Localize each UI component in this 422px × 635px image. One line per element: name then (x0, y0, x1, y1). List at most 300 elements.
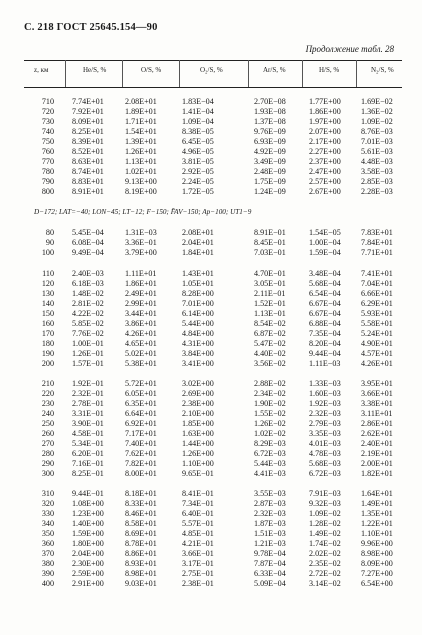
table-row (24, 569, 402, 579)
altitude-cell: 230 (41, 399, 54, 408)
table-row (24, 147, 402, 157)
altitude-cell: 170 (41, 329, 54, 338)
h-cell: 2.02E−02 (309, 549, 341, 558)
h-cell: 1.77E+00 (309, 97, 341, 106)
n2-cell: 3.66E+01 (361, 389, 393, 398)
o2-cell: 2.38E+00 (182, 399, 214, 408)
o2-cell: 3.02E+00 (182, 379, 214, 388)
table-row (24, 359, 402, 369)
table-row (24, 329, 402, 339)
altitude-cell: 770 (41, 157, 54, 166)
o2-cell: 3.81E−05 (182, 157, 214, 166)
table-row (24, 459, 402, 469)
h-cell: 9.32E−03 (309, 499, 341, 508)
ar-cell: 8.45E−01 (254, 238, 286, 247)
n2-cell: 1.82E+01 (361, 469, 393, 478)
table-row (24, 579, 402, 589)
ar-cell: 1.21E−03 (254, 539, 286, 548)
he-cell: 1.57E−01 (72, 359, 104, 368)
he-cell: 8.39E+01 (72, 137, 104, 146)
ar-cell: 1.87E−03 (254, 519, 286, 528)
n2-cell: 1.10E+01 (361, 529, 393, 538)
n2-cell: 7.01E−03 (361, 137, 393, 146)
h-cell: 1.54E−05 (309, 228, 341, 237)
n2-cell: 9.96E+00 (361, 539, 393, 548)
he-cell: 1.40E+00 (72, 519, 104, 528)
o-cell: 1.31E−03 (125, 228, 157, 237)
he-cell: 1.23E+00 (72, 509, 104, 518)
altitude-cell: 140 (41, 299, 54, 308)
altitude-cell: 320 (41, 499, 54, 508)
n2-cell: 1.64E+01 (361, 489, 393, 498)
h-cell: 3.35E−03 (309, 429, 341, 438)
n2-cell: 2.00E+01 (361, 459, 393, 468)
n2-cell: 1.09E−02 (361, 117, 393, 126)
table-header-rule (24, 87, 402, 88)
o2-cell: 8.28E+00 (182, 289, 214, 298)
o-cell: 2.99E+01 (125, 299, 157, 308)
o-cell: 4.65E+01 (125, 339, 157, 348)
o-cell: 6.35E+01 (125, 399, 157, 408)
n2-cell: 7.83E+01 (361, 228, 393, 237)
o-cell: 1.89E+01 (125, 107, 157, 116)
table-row (24, 279, 402, 289)
n2-cell: 3.11E+01 (361, 409, 393, 418)
o2-cell: 4.96E−05 (182, 147, 214, 156)
o-cell: 8.93E+01 (125, 559, 157, 568)
ar-cell: 2.11E−01 (254, 289, 286, 298)
o-cell: 3.44E+01 (125, 309, 157, 318)
he-cell: 8.74E+01 (72, 167, 104, 176)
ar-cell: 6.33E−04 (254, 569, 286, 578)
ar-cell: 1.51E−03 (254, 529, 286, 538)
table-row (24, 399, 402, 409)
altitude-cell: 730 (41, 117, 54, 126)
o2-cell: 2.24E−05 (182, 177, 214, 186)
o2-cell: 9.65E−01 (182, 469, 214, 478)
h-cell: 1.74E−02 (309, 539, 341, 548)
he-cell: 8.83E+01 (72, 177, 104, 186)
altitude-cell: 740 (41, 127, 54, 136)
h-cell: 6.67E−04 (309, 309, 341, 318)
he-cell: 8.25E+01 (72, 127, 104, 136)
h-cell: 6.54E−04 (309, 289, 341, 298)
n2-cell: 1.69E−02 (361, 97, 393, 106)
table-row (24, 469, 402, 479)
column-header-o: O/S, % (141, 66, 162, 74)
o2-cell: 2.75E−01 (182, 569, 214, 578)
ar-cell: 4.40E−02 (254, 349, 286, 358)
ar-cell: 3.49E−09 (254, 157, 286, 166)
he-cell: 2.91E+00 (72, 579, 104, 588)
n2-cell: 7.41E+01 (361, 269, 393, 278)
o2-cell: 4.85E−01 (182, 529, 214, 538)
ar-cell: 5.09E−04 (254, 579, 286, 588)
table-block-1 (24, 97, 402, 197)
altitude-cell: 90 (45, 238, 54, 247)
h-cell: 7.35E−04 (309, 329, 341, 338)
n2-cell: 2.86E+01 (361, 419, 393, 428)
o2-cell: 7.01E+00 (182, 299, 214, 308)
altitude-cell: 110 (42, 269, 54, 278)
altitude-cell: 260 (41, 429, 54, 438)
n2-cell: 2.85E−03 (361, 177, 393, 186)
h-cell: 2.72E−02 (309, 569, 341, 578)
table-row (24, 529, 402, 539)
altitude-cell: 290 (41, 459, 54, 468)
h-cell: 1.86E+00 (309, 107, 341, 116)
h-cell: 1.11E−03 (309, 359, 341, 368)
table-block-2-group-4 (24, 489, 402, 589)
ar-cell: 7.87E−04 (254, 559, 286, 568)
h-cell: 1.33E−03 (309, 379, 341, 388)
h-cell: 4.01E−03 (309, 439, 341, 448)
n2-cell: 6.29E+01 (361, 299, 393, 308)
n2-cell: 2.28E−03 (361, 187, 393, 196)
o-cell: 8.78E+01 (125, 539, 157, 548)
h-cell: 1.97E+00 (309, 117, 341, 126)
altitude-cell: 280 (41, 449, 54, 458)
he-cell: 3.90E−01 (72, 419, 104, 428)
he-cell: 7.74E+01 (72, 97, 104, 106)
o2-cell: 2.08E+01 (182, 228, 214, 237)
o-cell: 3.79E+00 (125, 248, 157, 257)
n2-cell: 3.95E+01 (361, 379, 393, 388)
table-row (24, 349, 402, 359)
n2-cell: 4.90E+01 (361, 339, 393, 348)
table-row (24, 489, 402, 499)
o2-cell: 2.69E+00 (182, 389, 214, 398)
table-row (24, 127, 402, 137)
o-cell: 7.82E+01 (125, 459, 157, 468)
o-cell: 7.40E+01 (125, 439, 157, 448)
o2-cell: 5.57E−01 (182, 519, 214, 528)
o-cell: 8.46E+01 (125, 509, 157, 518)
he-cell: 6.20E−01 (72, 449, 104, 458)
o-cell: 5.38E+01 (125, 359, 157, 368)
o-cell: 8.98E+01 (125, 569, 157, 578)
he-cell: 2.81E−02 (72, 299, 104, 308)
o-cell: 8.19E+00 (125, 187, 157, 196)
n2-cell: 3.38E+01 (361, 399, 393, 408)
h-cell: 9.44E−04 (309, 349, 341, 358)
o2-cell: 4.21E−01 (182, 539, 214, 548)
o2-cell: 1.63E+00 (182, 429, 214, 438)
column-header-n2: N₂/S, % (371, 66, 394, 74)
altitude-cell: 300 (41, 469, 54, 478)
he-cell: 8.09E+01 (72, 117, 104, 126)
table-row (24, 157, 402, 167)
column-header-altitude: z, км (34, 66, 49, 74)
he-cell: 7.16E−01 (72, 459, 104, 468)
he-cell: 2.40E−03 (72, 269, 104, 278)
altitude-cell: 240 (41, 409, 54, 418)
o-cell: 9.13E+00 (125, 177, 157, 186)
altitude-cell: 360 (41, 539, 54, 548)
o-cell: 6.64E+01 (125, 409, 157, 418)
altitude-cell: 270 (41, 439, 54, 448)
ar-cell: 1.24E−09 (254, 187, 286, 196)
h-cell: 2.57E+00 (309, 177, 341, 186)
altitude-cell: 380 (41, 559, 54, 568)
he-cell: 1.59E+00 (72, 529, 104, 538)
o2-cell: 2.38E−01 (182, 579, 214, 588)
he-cell: 7.76E−02 (72, 329, 104, 338)
n2-cell: 5.24E+01 (361, 329, 393, 338)
o-cell: 5.02E+01 (125, 349, 157, 358)
he-cell: 1.08E+00 (72, 499, 104, 508)
o2-cell: 8.41E−01 (182, 489, 214, 498)
ar-cell: 6.72E−03 (254, 449, 286, 458)
ar-cell: 2.34E−02 (254, 389, 286, 398)
h-cell: 4.78E−03 (309, 449, 341, 458)
h-cell: 6.88E−04 (309, 319, 341, 328)
table-row (24, 269, 402, 279)
he-cell: 3.31E−01 (72, 409, 104, 418)
n2-cell: 1.35E+01 (361, 509, 393, 518)
o2-cell: 1.41E−04 (182, 107, 214, 116)
table-row (24, 309, 402, 319)
block-conditions-label: D−172; LAT=−40; LON−45; LT−12; F−150; F̄AV−150; Ap−100; UT1−9 (34, 208, 252, 216)
table-row (24, 429, 402, 439)
ar-cell: 8.29E−03 (254, 439, 286, 448)
h-cell: 2.37E+00 (309, 157, 341, 166)
o-cell: 3.86E+01 (125, 319, 157, 328)
ar-cell: 1.75E−09 (254, 177, 286, 186)
table-row (24, 167, 402, 177)
table-top-rule (24, 60, 402, 61)
h-cell: 7.91E−03 (309, 489, 341, 498)
he-cell: 8.91E+01 (72, 187, 104, 196)
altitude-cell: 210 (41, 379, 54, 388)
h-cell: 2.07E+00 (309, 127, 341, 136)
ar-cell: 2.88E−02 (254, 379, 286, 388)
o-cell: 6.92E+01 (125, 419, 157, 428)
n2-cell: 5.61E−03 (361, 147, 393, 156)
o2-cell: 1.43E+01 (182, 269, 214, 278)
ar-cell: 3.55E−03 (254, 489, 286, 498)
o2-cell: 1.84E+01 (182, 248, 214, 257)
n2-cell: 2.19E+01 (361, 449, 393, 458)
table-row (24, 379, 402, 389)
table-row (24, 339, 402, 349)
ar-cell: 1.26E−02 (254, 419, 286, 428)
n2-cell: 7.84E+01 (361, 238, 393, 247)
altitude-cell: 720 (41, 107, 54, 116)
he-cell: 8.52E+01 (72, 147, 104, 156)
header-column-separator (356, 60, 357, 87)
o2-cell: 1.10E+00 (182, 459, 214, 468)
he-cell: 6.18E−03 (72, 279, 104, 288)
table-row (24, 549, 402, 559)
ar-cell: 3.05E−01 (254, 279, 286, 288)
table-block-2-group-3 (24, 379, 402, 479)
o2-cell: 2.10E+00 (182, 409, 214, 418)
n2-cell: 4.57E+01 (361, 349, 393, 358)
o-cell: 3.36E−01 (125, 238, 157, 247)
n2-cell: 7.04E+01 (361, 279, 393, 288)
o-cell: 8.69E+01 (125, 529, 157, 538)
o2-cell: 3.41E+00 (182, 359, 214, 368)
o2-cell: 8.38E−05 (182, 127, 214, 136)
table-row (24, 439, 402, 449)
ar-cell: 1.55E−02 (254, 409, 286, 418)
o-cell: 1.13E+01 (125, 157, 157, 166)
header-column-separator (179, 60, 180, 87)
table-continuation-label: Продолжение табл. 28 (305, 44, 394, 54)
table-row (24, 228, 402, 238)
h-cell: 2.35E−02 (309, 559, 341, 568)
table-row (24, 559, 402, 569)
o2-cell: 4.31E+00 (182, 339, 214, 348)
column-header-ar: Ar/S, % (263, 66, 286, 74)
o-cell: 8.86E+01 (125, 549, 157, 558)
altitude-cell: 180 (41, 339, 54, 348)
he-cell: 9.49E−04 (72, 248, 104, 257)
o-cell: 1.86E+01 (125, 279, 157, 288)
altitude-cell: 340 (41, 519, 54, 528)
ar-cell: 1.90E−02 (254, 399, 286, 408)
o-cell: 6.05E+01 (125, 389, 157, 398)
altitude-cell: 800 (41, 187, 54, 196)
he-cell: 1.00E−01 (72, 339, 104, 348)
o2-cell: 7.34E−01 (182, 499, 214, 508)
he-cell: 1.92E−01 (72, 379, 104, 388)
n2-cell: 2.40E+01 (361, 439, 393, 448)
o-cell: 1.26E+01 (125, 147, 157, 156)
o2-cell: 6.40E−01 (182, 509, 214, 518)
he-cell: 4.22E−02 (72, 309, 104, 318)
o2-cell: 3.84E+00 (182, 349, 214, 358)
ar-cell: 4.41E−03 (254, 469, 286, 478)
o-cell: 1.39E+01 (125, 137, 157, 146)
o-cell: 8.33E+01 (125, 499, 157, 508)
he-cell: 6.08E−04 (72, 238, 104, 247)
n2-cell: 4.48E−03 (361, 157, 393, 166)
altitude-cell: 190 (41, 349, 54, 358)
o-cell: 9.03E+01 (125, 579, 157, 588)
o-cell: 1.11E+01 (125, 269, 157, 278)
n2-cell: 6.66E+01 (361, 289, 393, 298)
h-cell: 2.32E−03 (309, 409, 341, 418)
o-cell: 8.58E+01 (125, 519, 157, 528)
n2-cell: 1.49E+01 (361, 499, 393, 508)
o2-cell: 6.45E−05 (182, 137, 214, 146)
o-cell: 4.26E+01 (125, 329, 157, 338)
n2-cell: 7.71E+01 (361, 248, 393, 257)
o2-cell: 1.09E−04 (182, 117, 214, 126)
n2-cell: 4.26E+01 (361, 359, 393, 368)
ar-cell: 1.37E−08 (254, 117, 286, 126)
n2-cell: 3.58E−03 (361, 167, 393, 176)
n2-cell: 8.98E+00 (361, 549, 393, 558)
altitude-cell: 370 (41, 549, 54, 558)
o-cell: 2.08E+01 (125, 97, 157, 106)
ar-cell: 2.70E−08 (254, 97, 286, 106)
ar-cell: 9.76E−09 (254, 127, 286, 136)
altitude-cell: 390 (41, 569, 54, 578)
n2-cell: 1.36E−02 (361, 107, 393, 116)
h-cell: 3.14E−02 (309, 579, 341, 588)
n2-cell: 5.58E+01 (361, 319, 393, 328)
h-cell: 5.68E−03 (309, 459, 341, 468)
o-cell: 7.62E+01 (125, 449, 157, 458)
h-cell: 2.17E+00 (309, 137, 341, 146)
h-cell: 1.60E−03 (309, 389, 341, 398)
he-cell: 8.25E−01 (72, 469, 104, 478)
table-row (24, 299, 402, 309)
table-row (24, 499, 402, 509)
he-cell: 1.80E+00 (72, 539, 104, 548)
h-cell: 1.59E−04 (309, 248, 341, 257)
h-cell: 1.92E−03 (309, 399, 341, 408)
altitude-cell: 310 (41, 489, 54, 498)
n2-cell: 8.76E−03 (361, 127, 393, 136)
o2-cell: 4.84E+00 (182, 329, 214, 338)
o2-cell: 3.17E−01 (182, 559, 214, 568)
o-cell: 8.18E+01 (125, 489, 157, 498)
ar-cell: 2.32E−03 (254, 509, 286, 518)
he-cell: 8.63E+01 (72, 157, 104, 166)
h-cell: 1.28E−02 (309, 519, 341, 528)
he-cell: 2.04E+00 (72, 549, 104, 558)
ar-cell: 5.44E−03 (254, 459, 286, 468)
ar-cell: 2.87E−03 (254, 499, 286, 508)
table-row (24, 319, 402, 329)
h-cell: 2.67E+00 (309, 187, 341, 196)
n2-cell: 6.54E+00 (361, 579, 393, 588)
column-header-he: He/S, % (83, 66, 107, 74)
ar-cell: 9.78E−04 (254, 549, 286, 558)
table-row (24, 187, 402, 197)
o2-cell: 1.85E+00 (182, 419, 214, 428)
header-column-separator (302, 60, 303, 87)
o2-cell: 1.26E+00 (182, 449, 214, 458)
n2-cell: 7.27E+00 (361, 569, 393, 578)
h-cell: 1.49E−02 (309, 529, 341, 538)
he-cell: 1.48E−02 (72, 289, 104, 298)
h-cell: 1.00E−04 (309, 238, 341, 247)
table-row (24, 389, 402, 399)
ar-cell: 4.70E−01 (254, 269, 286, 278)
h-cell: 1.09E−02 (309, 509, 341, 518)
header-column-separator (65, 60, 66, 87)
h-cell: 2.27E+00 (309, 147, 341, 156)
altitude-cell: 130 (41, 289, 54, 298)
altitude-cell: 400 (41, 579, 54, 588)
table-row (24, 449, 402, 459)
table-row (24, 409, 402, 419)
ar-cell: 1.13E−01 (254, 309, 286, 318)
altitude-cell: 710 (41, 97, 54, 106)
he-cell: 2.32E−01 (72, 389, 104, 398)
header-column-separator (248, 60, 249, 87)
ar-cell: 2.48E−09 (254, 167, 286, 176)
altitude-cell: 780 (41, 167, 54, 176)
altitude-cell: 760 (41, 147, 54, 156)
altitude-cell: 160 (41, 319, 54, 328)
n2-cell: 8.09E+00 (361, 559, 393, 568)
column-header-h: H/S, % (319, 66, 340, 74)
h-cell: 5.68E−04 (309, 279, 341, 288)
altitude-cell: 350 (41, 529, 54, 538)
page-header: С. 218 ГОСТ 25645.154—90 (24, 22, 158, 33)
h-cell: 6.67E−04 (309, 299, 341, 308)
table-row (24, 419, 402, 429)
o-cell: 1.02E+01 (125, 167, 157, 176)
table-row (24, 539, 402, 549)
h-cell: 6.72E−03 (309, 469, 341, 478)
